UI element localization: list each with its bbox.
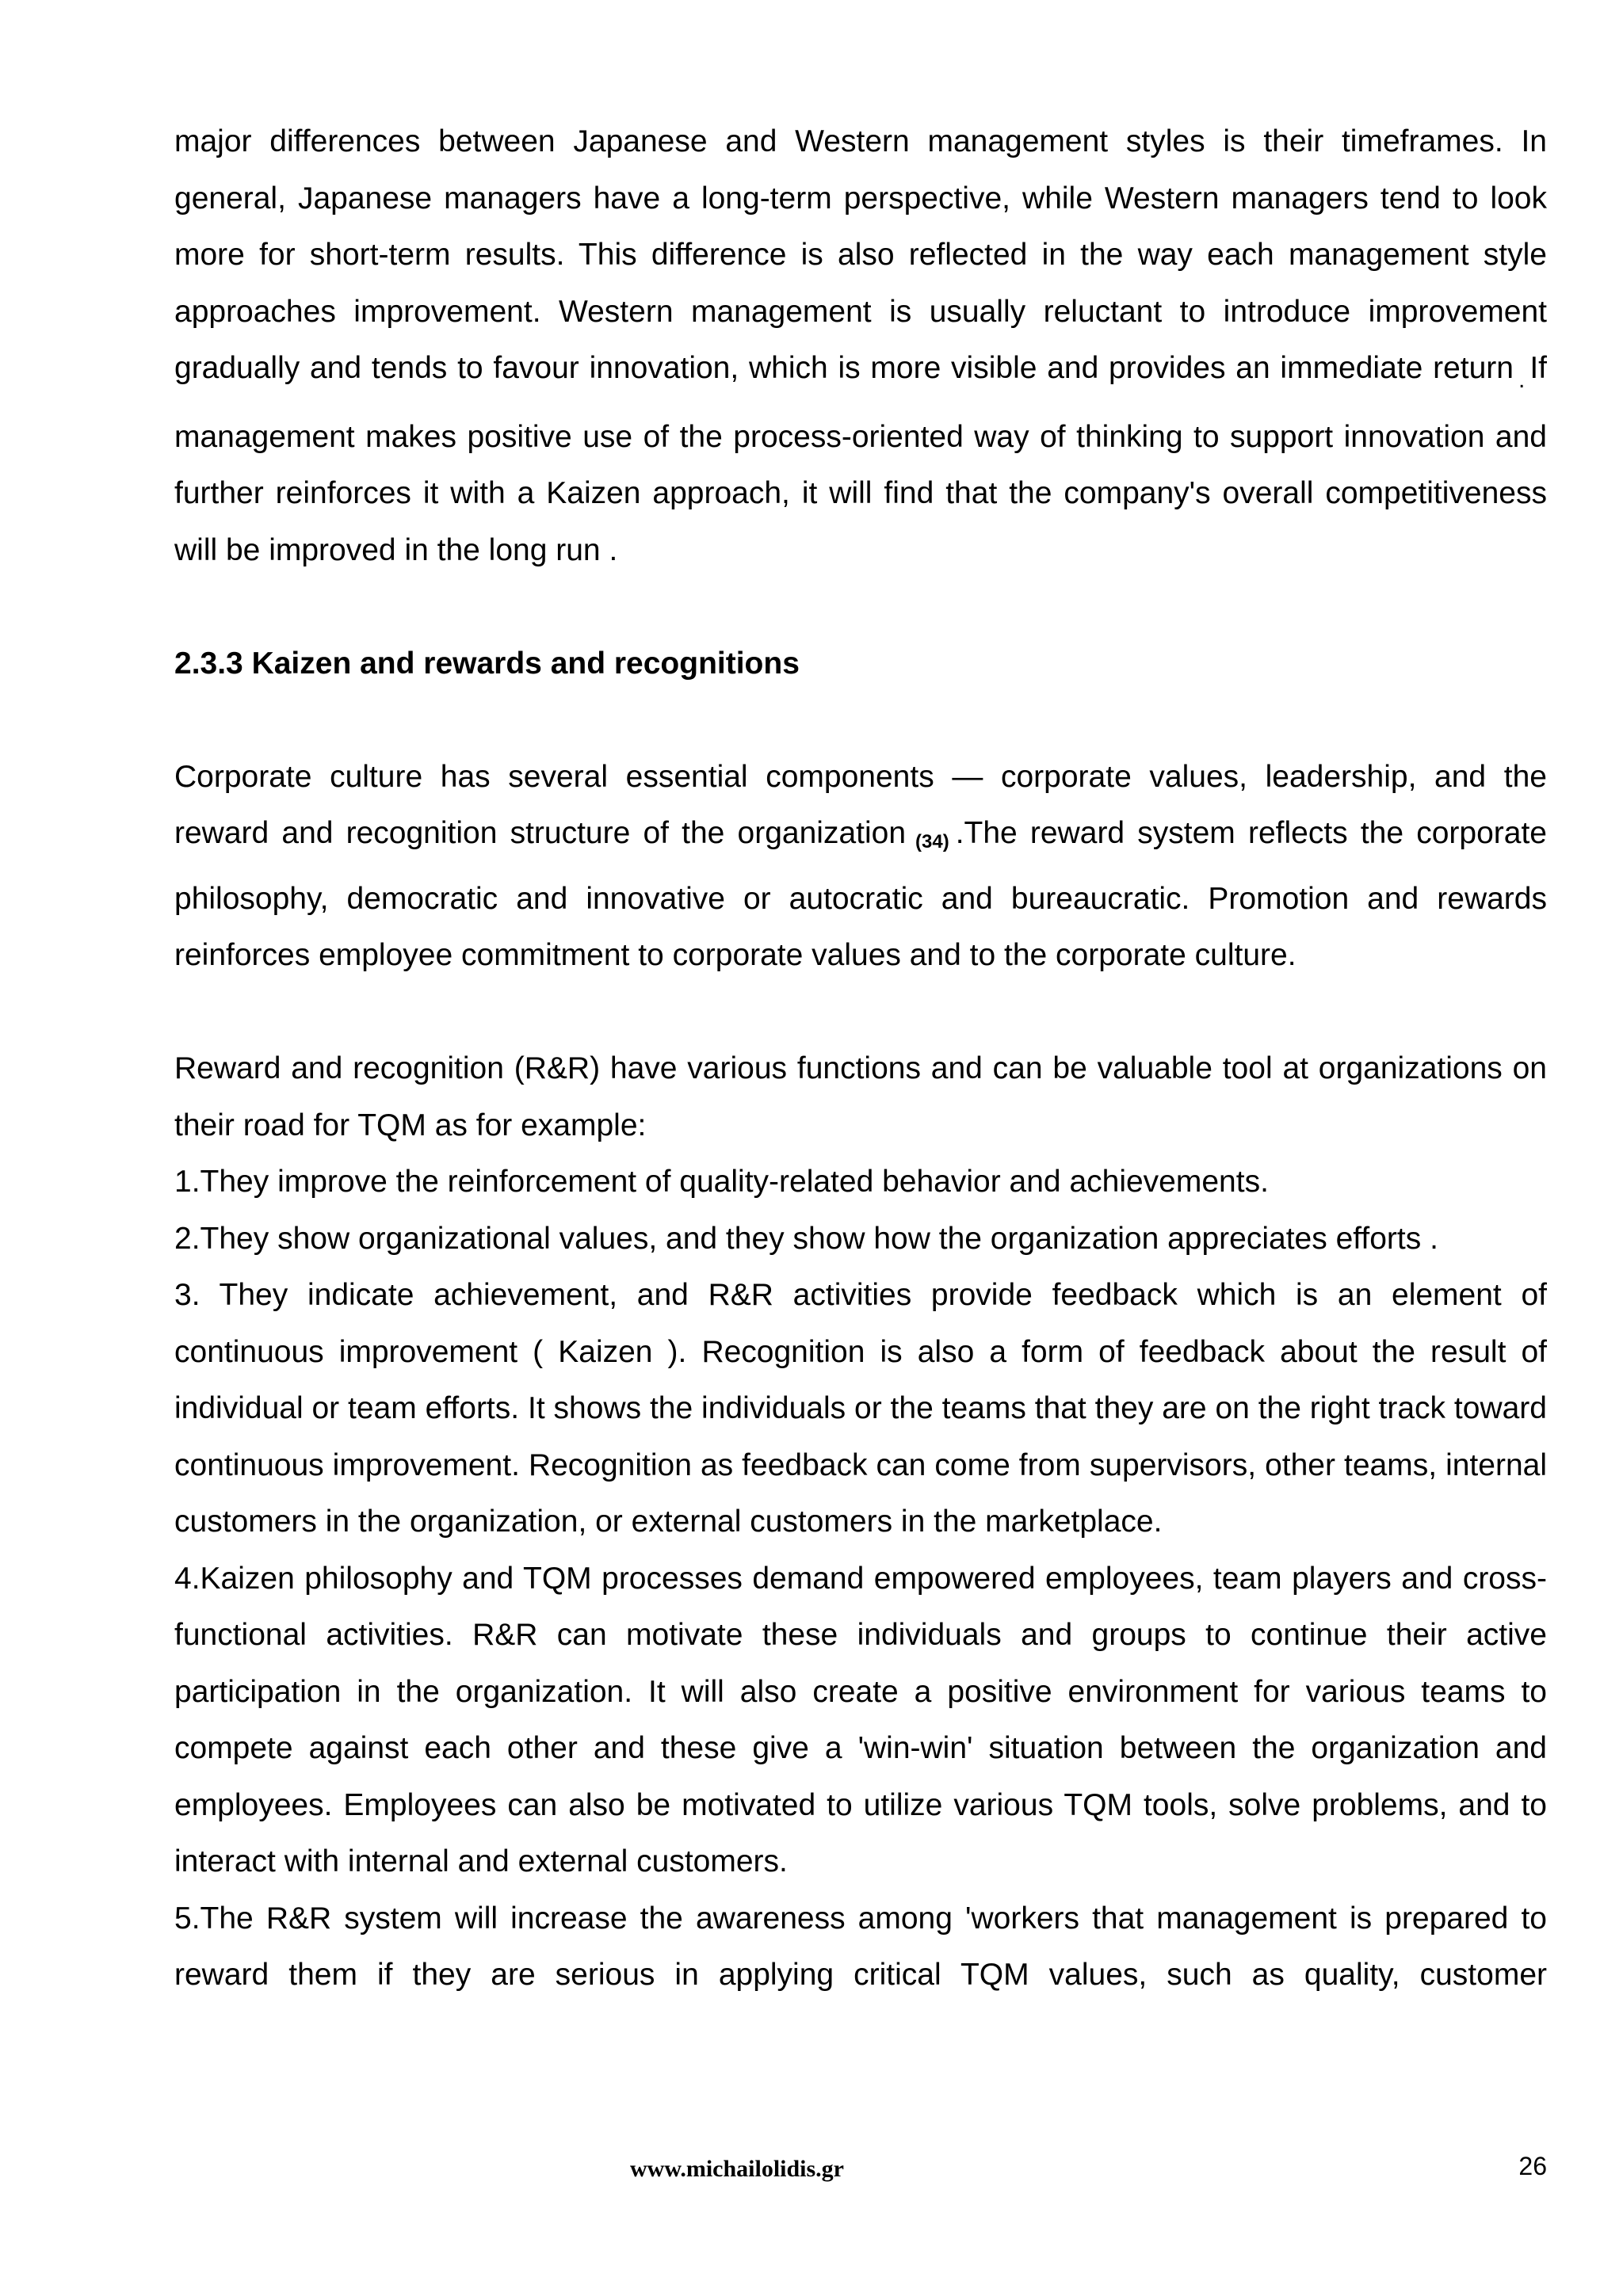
spacer — [174, 984, 1547, 1041]
paragraph-text: If management makes positive use of the process-oriented way of thinking to support innovation and further reinforces it with a Kaizen approach, it will find that the company's overall competitiveness will be improved in the long run . — [174, 351, 1547, 567]
spacer — [174, 578, 1547, 635]
paragraph-management-styles — [174, 113, 1547, 578]
page-number: 26 — [1518, 2152, 1547, 2180]
list-item: 5.The R&R system will increase the awareness among 'workers that management is prepared to reward them if they are serious in applying critical TQM values, such as quality, customer — [174, 1901, 1547, 1992]
section-heading: 2.3.3 Kaizen and rewards and recognitions — [174, 646, 800, 681]
list-item: 2.They show organizational values, and they show how the organization appreciates efforts . — [174, 1221, 1438, 1256]
list-item: 4.Kaizen philosophy and TQM processes demand empowered employees, team players and cross-functional activities. R&R can motivate these individuals and groups to continue their active participation in the organization. It will also create a positive environment for various teams to compete against each other and these give a 'win-win' situation between the organization and employees. Employees can also be motivated to utilize various TQM tools, solve problems, and to interact with internal and external customers. — [174, 1561, 1547, 1878]
paragraph-corporate-culture — [174, 749, 1547, 984]
paragraph-text: major differences between Japanese and Western management styles is their timeframes. In general, Japanese managers have a long-term perspective, while Western managers tend to look more for short-term results. This difference is also reflected in the way each management style approaches improvement. Western management is usually reluctant to introduce improvement gradually and tends to favour innovation, which is more visible and provides an immediate return — [174, 124, 1547, 385]
paragraph-rr-intro: Reward and recognition (R&R) have various functions and can be valuable tool at organizations on their road for TQM as for example: — [174, 1051, 1547, 1142]
list-item: 3. They indicate achievement, and R&R activities provide feedback which is an element of continuous improvement ( Kaizen ). Recognition is also a form of feedback about the result of individual or team efforts. It shows the individuals or the teams that they are on the right track toward continuous improvement. Recognition as feedback can come from supervisors, other teams, internal customers in the organization, or external customers in the marketplace. — [174, 1278, 1547, 1539]
spacer — [174, 692, 1547, 749]
page-body — [174, 113, 1547, 2004]
list-item: 1.They improve the reinforcement of quality-related behavior and achievements. — [174, 1165, 1269, 1199]
footer-website: www.michailolidis.gr — [629, 2156, 844, 2182]
stray-period: . — [1518, 367, 1526, 393]
paragraph-text: Corporate culture has several essential components — corporate values, leadership, and the reward and recognition structure of the organization — [174, 759, 1547, 850]
paragraph-text: .The reward system reflects the corporate philosophy, democratic and innovative or autocratic and bureaucratic. Promotion and rewards reinforces employee commitment to corporate values and to the corporate culture. — [174, 816, 1547, 972]
citation-reference: (34) — [915, 831, 949, 852]
